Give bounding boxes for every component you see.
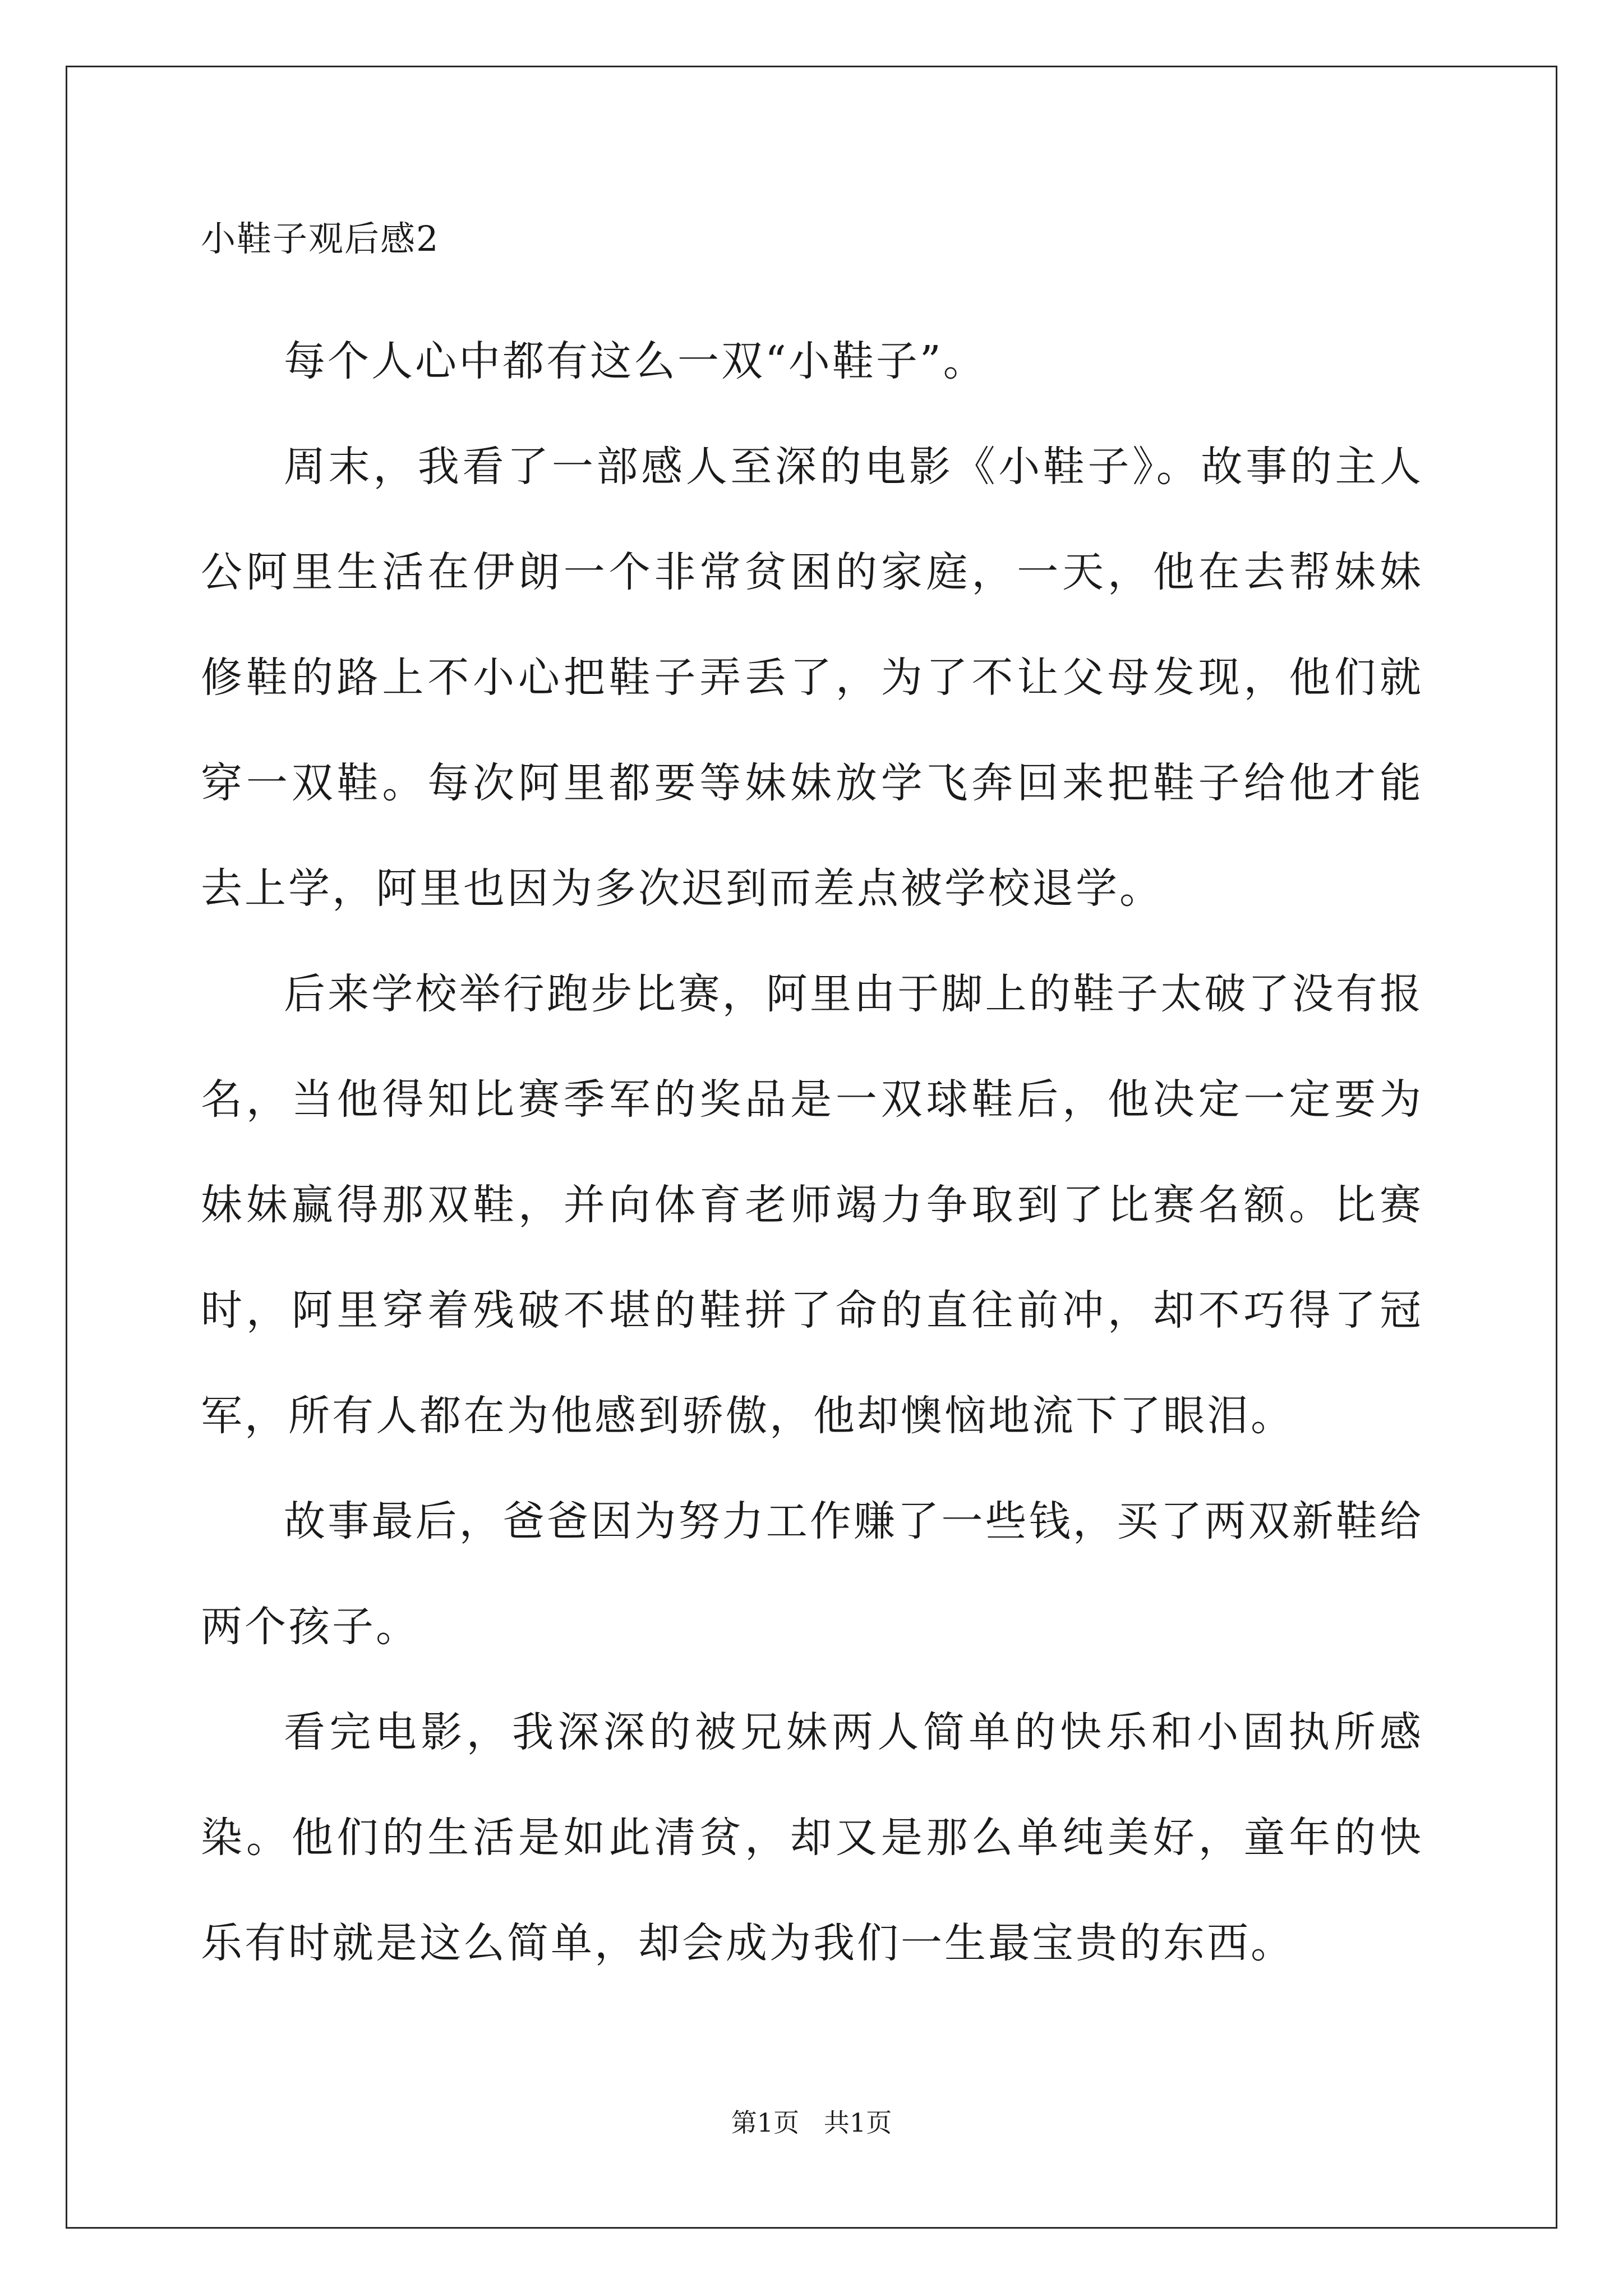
paragraph-4: 故事最后，爸爸因为努力工作赚了一些钱，买了两双新鞋给两个孩子。	[201, 1497, 1423, 1651]
paragraph-1: 每个人心中都有这么一双“小鞋子”。	[284, 337, 987, 385]
paragraph-3: 后来学校举行跑步比赛，阿里由于脚上的鞋子太破了没有报名，当他得知比赛季军的奖品是一双球鞋后，他决定一定要为妹妹赢得那双鞋，并向体育老师竭力争取到了比赛名额。比赛时，阿里穿着残破不堪的鞋拼了命的直往前冲，却不巧得了冠军，所有人都在为他感到骄傲，他却懊恼地流下了眼泪。	[201, 970, 1423, 1440]
paragraph-5: 看完电影，我深深的被兄妹两人简单的快乐和小固执所感染。他们的生活是如此清贫，却又是那么单纯美好，童年的快乐有时就是这么简单，却会成为我们一生最宝贵的东西。	[201, 1708, 1423, 1967]
paragraph-2: 周末，我看了一部感人至深的电影《小鞋子》。故事的主人公阿里生活在伊朗一个非常贫困的家庭，一天，他在去帮妹妹修鞋的路上不小心把鞋子弄丢了，为了不让父母发现，他们就穿一双鞋。每次阿里都要等妹妹放学飞奔回来把鞋子给他才能去上学，阿里也因为多次迟到而差点被学校退学。	[201, 443, 1423, 913]
document-title: 小鞋子观后感2	[201, 218, 440, 259]
page-number-footer: 第1页 共1页	[731, 2108, 892, 2138]
document-body	[201, 219, 1423, 1996]
